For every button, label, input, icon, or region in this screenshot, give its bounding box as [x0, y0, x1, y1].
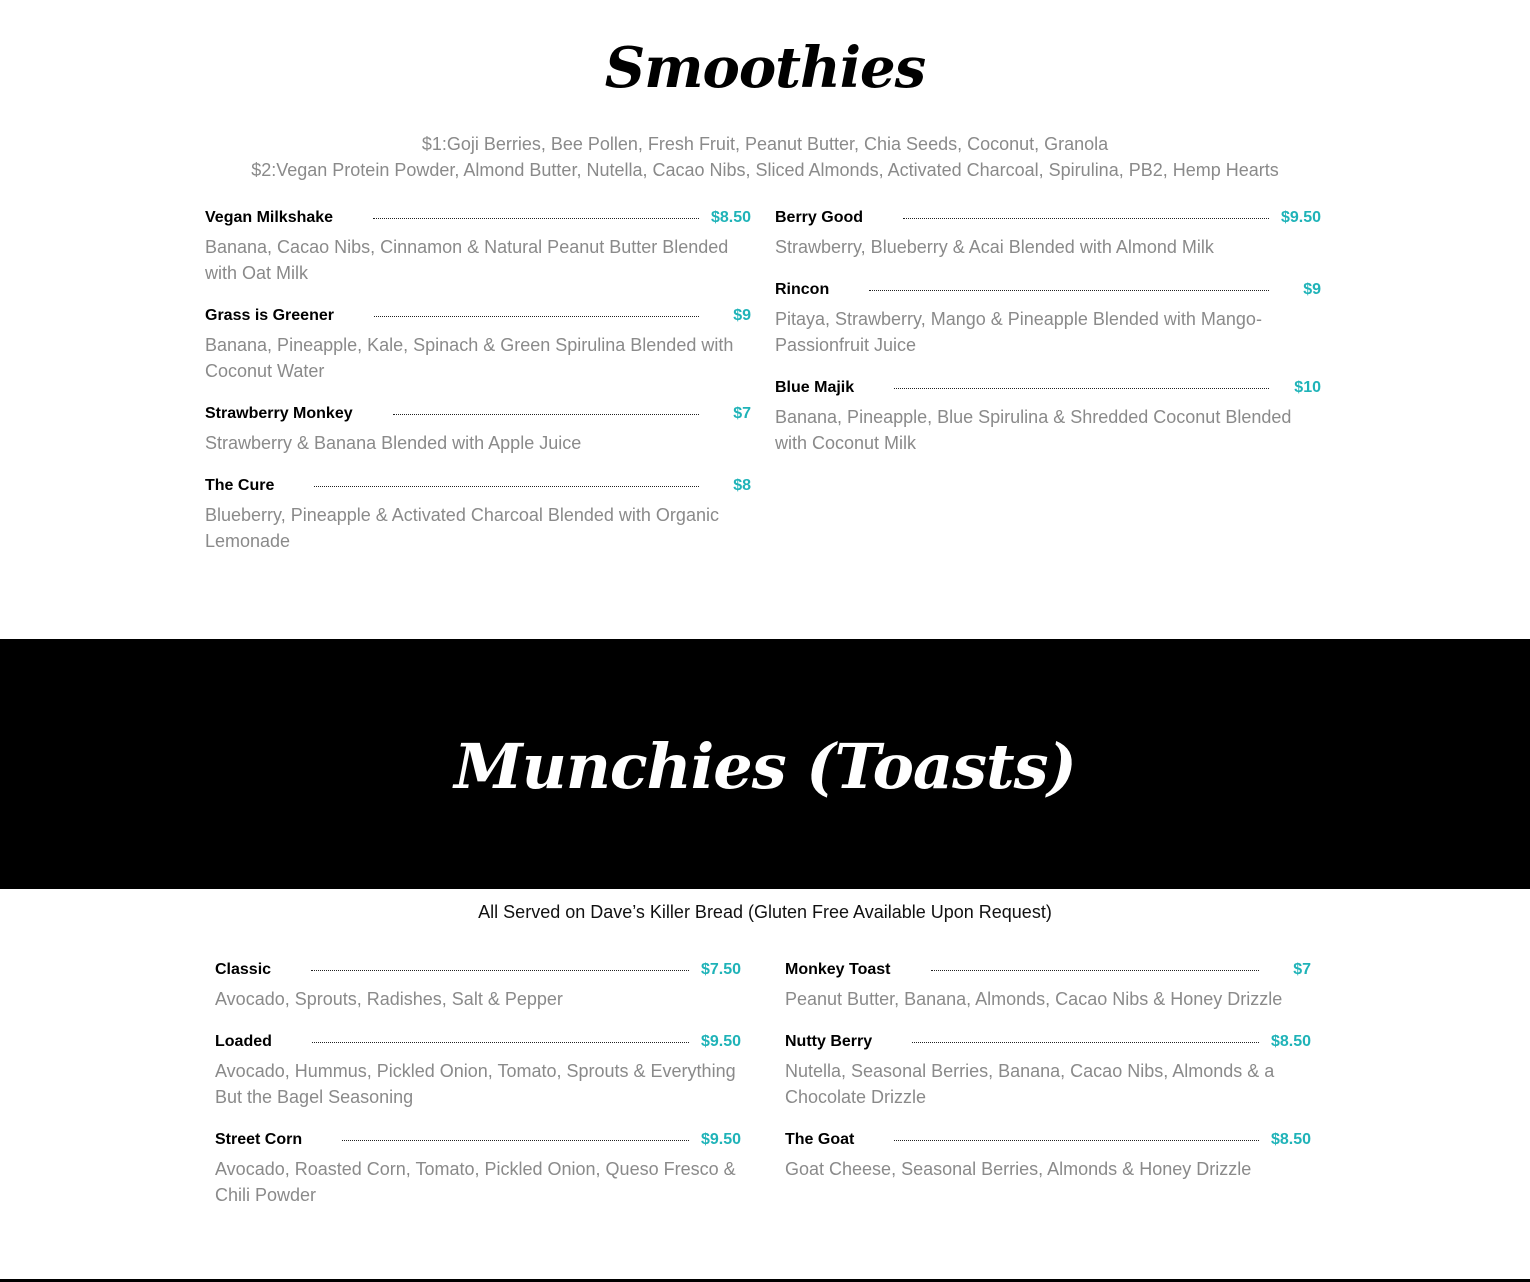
item-name: Rincon: [775, 281, 830, 298]
item-name: Classic: [215, 961, 272, 978]
item-description: Blueberry, Pineapple & Activated Charcoal Blended with Organic Lemonade: [205, 505, 719, 551]
item-price: $10: [1294, 379, 1321, 396]
menu-item: [205, 304, 751, 384]
addon-price-line-1: $1:Goji Berries, Bee Pollen, Fresh Fruit, Peanut Butter, Chia Seeds, Coconut, Granola: [421, 134, 1109, 154]
menu-item: [785, 1030, 1311, 1110]
dotted-leader: [314, 486, 699, 487]
munchies-header-band: [0, 639, 1530, 889]
item-price: $8.50: [710, 209, 751, 226]
item-price: $7: [1293, 961, 1311, 978]
item-description: Goat Cheese, Seasonal Berries, Almonds & Honey Drizzle: [785, 1159, 1252, 1179]
toasts-right-column: [785, 958, 1311, 1200]
item-description: Strawberry, Blueberry & Acai Blended with Almond Milk: [775, 237, 1214, 257]
dotted-leader: [393, 414, 699, 415]
menu-item: [205, 402, 751, 456]
munchies-heading: Munchies (Toasts): [454, 730, 1076, 803]
item-price: $9.50: [700, 1131, 741, 1148]
item-description: Pitaya, Strawberry, Mango & Pineapple Blended with Mango-Passionfruit Juice: [775, 309, 1262, 355]
item-name: Loaded: [215, 1033, 272, 1050]
menu-item: [215, 1128, 741, 1208]
item-description: Nutella, Seasonal Berries, Banana, Cacao Nibs, Almonds & a Chocolate Drizzle: [785, 1061, 1275, 1107]
item-price: $9.50: [1280, 209, 1321, 226]
menu-item: [215, 1030, 741, 1110]
menu-item: [785, 958, 1311, 1012]
smoothies-heading: Smoothies: [604, 35, 926, 101]
item-name: The Cure: [205, 477, 275, 494]
bread-note: All Served on Dave’s Killer Bread (Gluten Free Available Upon Request): [478, 902, 1052, 922]
menu-item: [775, 376, 1321, 456]
item-name: Vegan Milkshake: [205, 209, 334, 226]
dotted-leader: [894, 388, 1269, 389]
item-name: Berry Good: [775, 209, 864, 226]
item-price: $9.50: [700, 1033, 741, 1050]
item-description: Peanut Butter, Banana, Almonds, Cacao Nibs & Honey Drizzle: [785, 989, 1283, 1009]
item-name: Monkey Toast: [785, 961, 891, 978]
item-price: $9: [1303, 281, 1321, 298]
item-price: $7.50: [700, 961, 741, 978]
dotted-leader: [311, 970, 689, 971]
addon-price-line-2: $2:Vegan Protein Powder, Almond Butter, Nutella, Cacao Nibs, Sliced Almonds, Activated Charcoal, Spirulina, PB2, Hemp Hearts: [251, 160, 1279, 180]
item-description: Strawberry & Banana Blended with Apple Juice: [205, 433, 582, 453]
dotted-leader: [931, 970, 1260, 971]
dotted-leader: [373, 218, 699, 219]
item-description: Banana, Pineapple, Blue Spirulina & Shredded Coconut Blended with Coconut Milk: [775, 407, 1292, 453]
menu-item: [775, 278, 1321, 358]
item-description: Avocado, Sprouts, Radishes, Salt & Pepper: [215, 989, 563, 1009]
dotted-leader: [912, 1042, 1259, 1043]
dotted-leader: [312, 1042, 689, 1043]
dotted-leader: [903, 218, 1269, 219]
item-name: Grass is Greener: [205, 307, 334, 324]
item-name: Street Corn: [215, 1131, 303, 1148]
dotted-leader: [374, 316, 699, 317]
item-price: $8: [733, 477, 751, 494]
item-description: Banana, Cacao Nibs, Cinnamon & Natural Peanut Butter Blended with Oat Milk: [205, 237, 729, 283]
item-name: Blue Majik: [775, 379, 855, 396]
item-price: $8.50: [1270, 1131, 1311, 1148]
smoothies-left-column: [205, 206, 751, 572]
item-description: Banana, Pineapple, Kale, Spinach & Green Spirulina Blended with Coconut Water: [205, 335, 734, 381]
item-description: Avocado, Roasted Corn, Tomato, Pickled Onion, Queso Fresco & Chili Powder: [215, 1159, 736, 1205]
item-price: $9: [733, 307, 751, 324]
menu-item: [775, 206, 1321, 260]
menu-item: [785, 1128, 1311, 1182]
dotted-leader: [869, 290, 1269, 291]
item-description: Avocado, Hummus, Pickled Onion, Tomato, Sprouts & Everything But the Bagel Seasoning: [215, 1061, 736, 1107]
item-name: Strawberry Monkey: [205, 405, 353, 422]
toasts-left-column: [215, 958, 741, 1226]
item-name: The Goat: [785, 1131, 855, 1148]
dotted-leader: [894, 1140, 1259, 1141]
menu-item: [205, 206, 751, 286]
menu-item: [205, 474, 751, 554]
item-name: Nutty Berry: [785, 1033, 873, 1050]
smoothies-right-column: [775, 206, 1321, 474]
item-price: $7: [733, 405, 751, 422]
item-price: $8.50: [1270, 1033, 1311, 1050]
menu-item: [215, 958, 741, 1012]
dotted-leader: [342, 1140, 689, 1141]
